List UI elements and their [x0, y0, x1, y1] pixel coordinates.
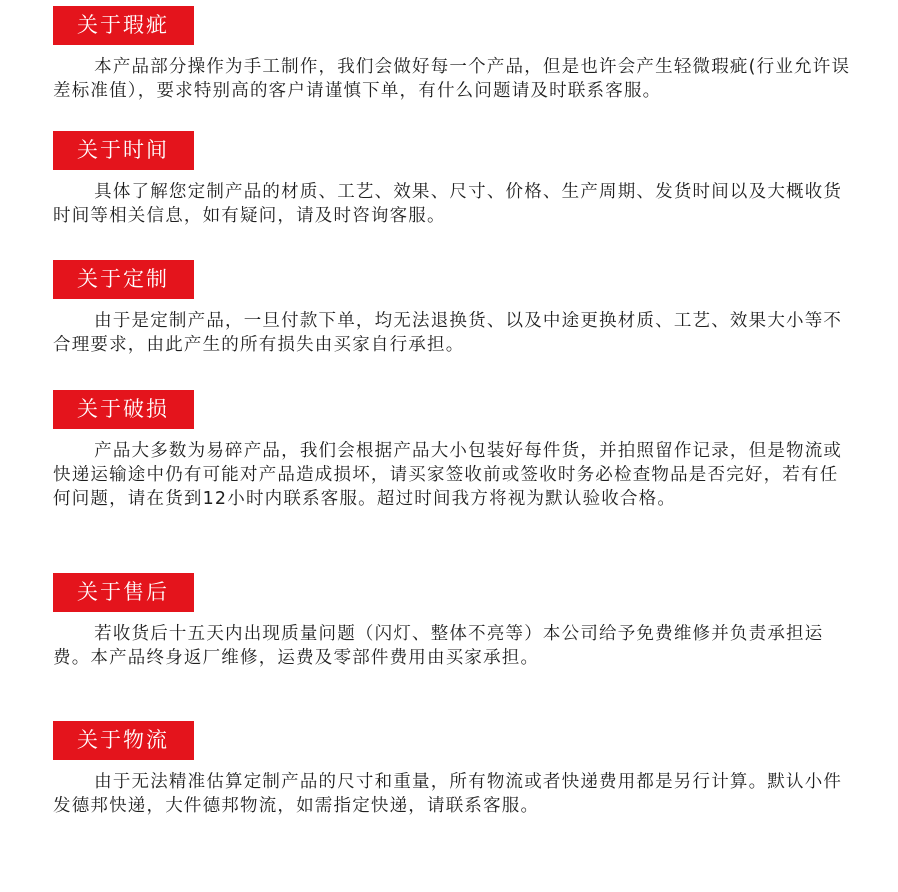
- section-title-badge: 关于售后: [53, 573, 194, 612]
- section-title-badge: 关于时间: [53, 131, 194, 170]
- section-body-text: 若收货后十五天内出现质量问题（闪灯、整体不亮等）本公司给予免费维修并负责承担运费。本产品终身返厂维修，运费及零部件费用由买家承担。: [53, 624, 824, 668]
- section-body-text: 产品大多数为易碎产品，我们会根据产品大小包装好每件货，并拍照留作记录，但是物流或快递运输途中仍有可能对产品造成损坏，请买家签收前或签收时务必检查物品是否完好，若有任何问题，请在货到12小时内联系客服。超过时间我方将视为默认验收合格。: [53, 441, 843, 509]
- section-title-badge: 关于瑕疵: [53, 6, 194, 45]
- section-title-badge: 关于定制: [53, 260, 194, 299]
- section-body-text: 由于无法精准估算定制产品的尺寸和重量，所有物流或者快递费用都是另行计算。默认小件发德邦快递，大件德邦物流，如需指定快递，请联系客服。: [53, 772, 843, 816]
- section-title-badge: 关于物流: [53, 721, 194, 760]
- section-title-badge: 关于破损: [53, 390, 194, 429]
- section-body-text: 由于是定制产品，一旦付款下单，均无法退换货、以及中途更换材质、工艺、效果大小等不合理要求，由此产生的所有损失由买家自行承担。: [53, 311, 843, 355]
- section-body-text: 具体了解您定制产品的材质、工艺、效果、尺寸、价格、生产周期、发货时间以及大概收货时间等相关信息，如有疑问，请及时咨询客服。: [53, 182, 843, 226]
- section-body-text: 本产品部分操作为手工制作，我们会做好每一个产品，但是也许会产生轻微瑕疵(行业允许误差标准值），要求特别高的客户请谨慎下单，有什么问题请及时联系客服。: [53, 57, 851, 101]
